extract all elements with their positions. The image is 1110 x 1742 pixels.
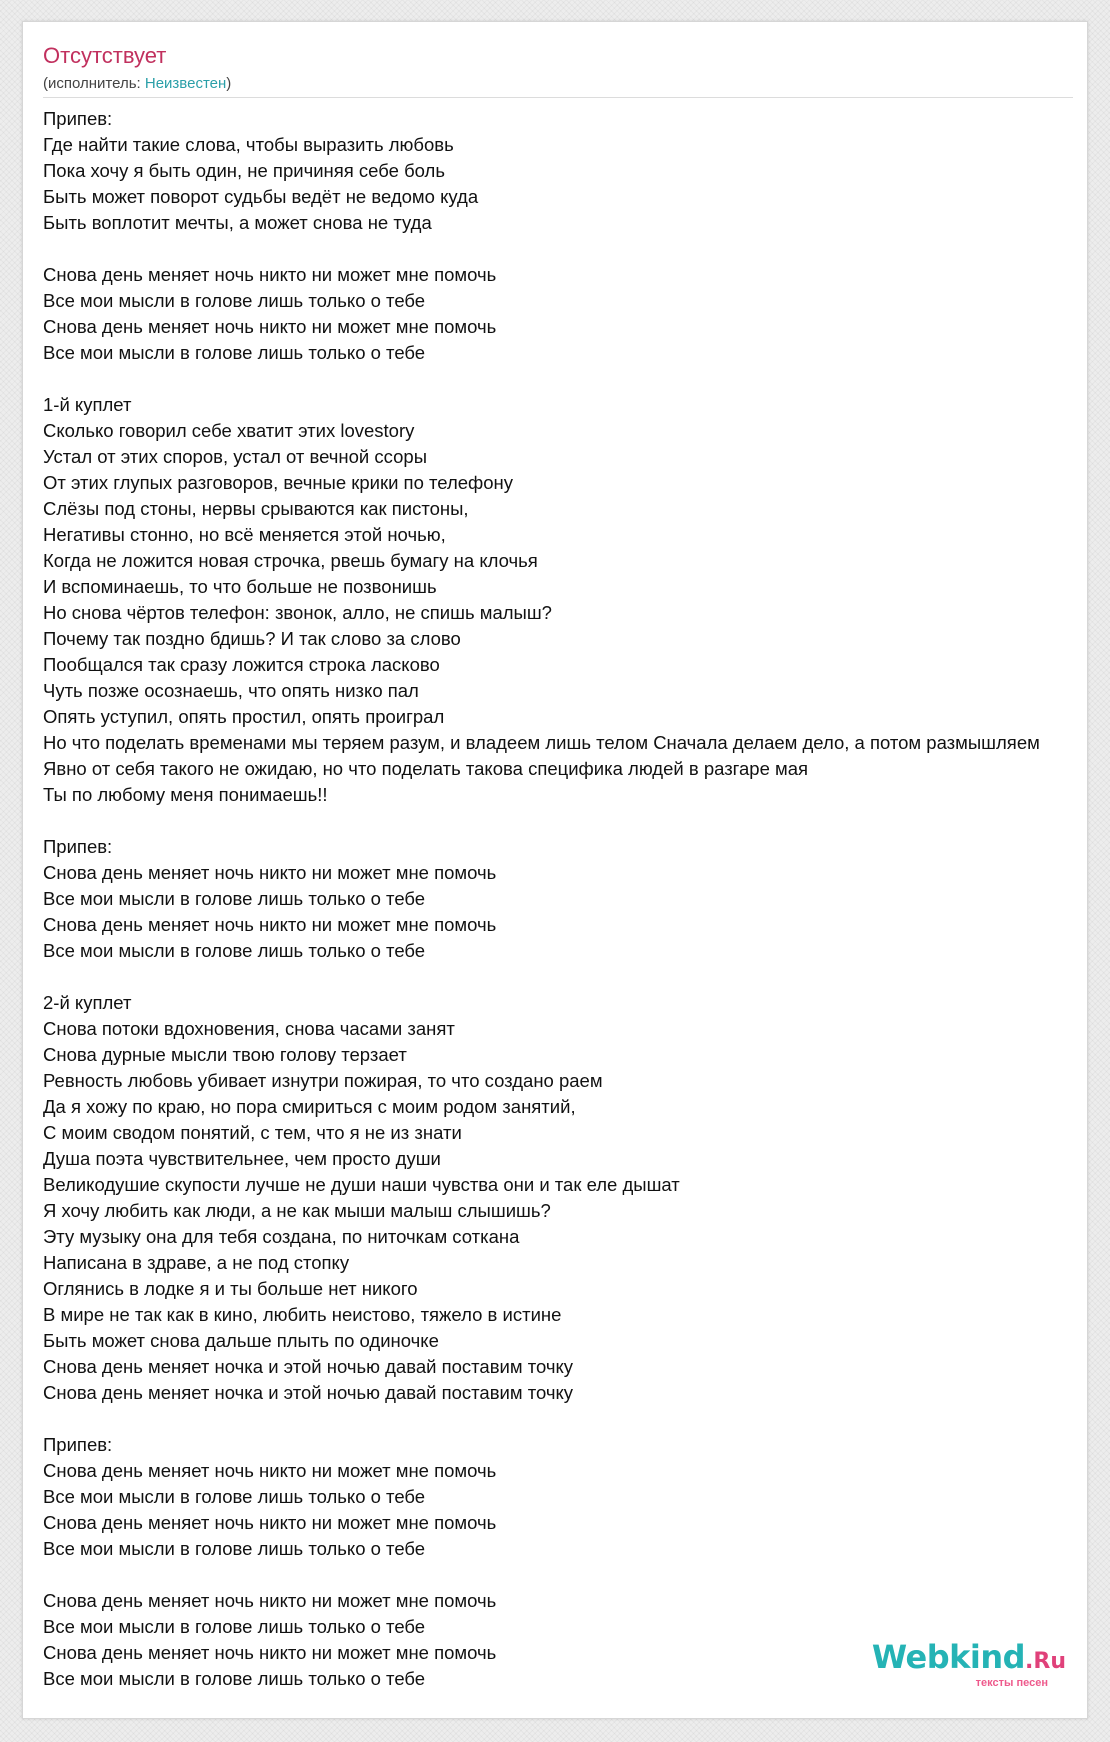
logo-tld: .Ru — [1025, 1649, 1066, 1674]
lyrics-line: Быть может поворот судьбы ведёт не ведомо куда — [43, 186, 479, 207]
lyrics-blank-line — [43, 1562, 1040, 1588]
lyrics-blank-line — [43, 808, 1040, 834]
lyrics-line: Снова дурные мысли твою голову терзает — [43, 1044, 407, 1065]
lyrics-line: Оглянись в лодке я и ты больше нет никого — [43, 1278, 418, 1299]
lyrics-line: Устал от этих споров, устал от вечной ссоры — [43, 446, 427, 467]
lyrics-card — [22, 21, 1088, 1719]
lyrics-line: В мире не так как в кино, любить неистово, тяжело в истине — [43, 1304, 562, 1325]
lyrics-line: Припев: — [43, 1434, 113, 1455]
lyrics-line: Слёзы под стоны, нервы срываются как пистоны, — [43, 498, 469, 519]
lyrics-line: Где найти такие слова, чтобы выразить любовь — [43, 134, 454, 155]
lyrics-line: Явно от себя такого не ожидаю, но что поделать такова специфика людей в разгаре мая — [43, 758, 809, 779]
lyrics-line: Но что поделать временами мы теряем разум, и владеем лишь телом Сначала делаем дело, а потом размышляем — [43, 732, 1040, 753]
artist-link[interactable]: Неизвестен — [144, 75, 227, 92]
lyrics-text — [43, 106, 1040, 1692]
lyrics-line: Ты по любому меня понимаешь!! — [43, 784, 328, 805]
lyrics-line: Снова потоки вдохновения, снова часами занят — [43, 1018, 455, 1039]
logo-tagline: тексты песен — [975, 1677, 1048, 1689]
lyrics-line: Снова день меняет ночь никто ни может мне помочь — [43, 1642, 497, 1663]
lyrics-line: Пока хочу я быть один, не причиняя себе боль — [43, 160, 445, 181]
lyrics-line: Все мои мысли в голове лишь только о тебе — [43, 888, 426, 909]
lyrics-line: Все мои мысли в голове лишь только о тебе — [43, 290, 426, 311]
lyrics-blank-line — [43, 236, 1040, 262]
lyrics-line: Снова день меняет ночь никто ни может мне помочь — [43, 264, 497, 285]
lyrics-line: Снова день меняет ночь никто ни может мне помочь — [43, 914, 497, 935]
lyrics-line: Все мои мысли в голове лишь только о тебе — [43, 342, 426, 363]
song-title: Отсутствует — [43, 43, 167, 68]
lyrics-line: Снова день меняет ночка и этой ночью давай поставим точку — [43, 1356, 574, 1377]
lyrics-line: Припев: — [43, 108, 113, 129]
artist-prefix: (исполнитель: — [43, 75, 145, 92]
lyrics-line: 2-й куплет — [43, 992, 132, 1013]
lyrics-line: Все мои мысли в голове лишь только о тебе — [43, 1668, 426, 1689]
lyrics-blank-line — [43, 366, 1040, 392]
lyrics-line: Снова день меняет ночка и этой ночью давай поставим точку — [43, 1382, 574, 1403]
lyrics-line: Все мои мысли в голове лишь только о тебе — [43, 1538, 426, 1559]
logo-wordmark — [872, 1640, 1066, 1679]
lyrics-line: Пообщался так сразу ложится строка ласково — [43, 654, 440, 675]
lyrics-blank-line — [43, 964, 1040, 990]
lyrics-line: Снова день меняет ночь никто ни может мне помочь — [43, 1512, 497, 1533]
artist-suffix: ) — [226, 75, 232, 92]
lyrics-line: Все мои мысли в голове лишь только о тебе — [43, 940, 426, 961]
site-logo — [872, 1640, 1066, 1689]
lyrics-line: Эту музыку она для тебя создана, по ниточкам соткана — [43, 1226, 520, 1247]
lyrics-line: Снова день меняет ночь никто ни может мне помочь — [43, 1590, 497, 1611]
lyrics-blank-line — [43, 1406, 1040, 1432]
lyrics-line: От этих глупых разговоров, вечные крики по телефону — [43, 472, 514, 493]
lyrics-line: Припев: — [43, 836, 113, 857]
lyrics-line: Ревность любовь убивает изнутри пожирая, то что создано раем — [43, 1070, 603, 1091]
lyrics-line: Снова день меняет ночь никто ни может мне помочь — [43, 1460, 497, 1481]
lyrics-line: Душа поэта чувствительнее, чем просто души — [43, 1148, 441, 1169]
lyrics-line: Великодушие скупости лучше не души наши чувства они и так еле дышат — [43, 1174, 680, 1195]
lyrics-line: Быть может снова дальше плыть по одиночке — [43, 1330, 439, 1351]
lyrics-line: Все мои мысли в голове лишь только о тебе — [43, 1486, 426, 1507]
lyrics-line: И вспоминаешь, то что больше не позвонишь — [43, 576, 437, 597]
lyrics-line: Когда не ложится новая строчка, рвешь бумагу на клочья — [43, 550, 538, 571]
lyrics-line: Да я хожу по краю, но пора смириться с моим родом занятий, — [43, 1096, 576, 1117]
lyrics-line: Быть воплотит мечты, а может снова не туда — [43, 212, 432, 233]
lyrics-line: С моим сводом понятий, с тем, что я не из знати — [43, 1122, 462, 1143]
lyrics-line: Все мои мысли в голове лишь только о тебе — [43, 1616, 426, 1637]
lyrics-line: Негативы стонно, но всё меняется этой ночью, — [43, 524, 446, 545]
lyrics-line: Но снова чёртов телефон: звонок, алло, не спишь малыш? — [43, 602, 552, 623]
logo-name: Webkind — [871, 1638, 1026, 1676]
lyrics-line: Почему так поздно бдишь? И так слово за слово — [43, 628, 461, 649]
header-divider — [43, 97, 1073, 98]
lyrics-line: Я хочу любить как люди, а не как мыши малыш слышишь? — [43, 1200, 551, 1221]
lyrics-line: Опять уступил, опять простил, опять проиграл — [43, 706, 445, 727]
lyrics-line: 1-й куплет — [43, 394, 132, 415]
lyrics-line: Чуть позже осознаешь, что опять низко пал — [43, 680, 419, 701]
lyrics-line: Написана в здраве, а не под стопку — [43, 1252, 350, 1273]
artist-line — [43, 74, 231, 94]
lyrics-line: Снова день меняет ночь никто ни может мне помочь — [43, 862, 497, 883]
lyrics-line: Сколько говорил себе хватит этих lovestory — [43, 420, 415, 441]
lyrics-line: Снова день меняет ночь никто ни может мне помочь — [43, 316, 497, 337]
